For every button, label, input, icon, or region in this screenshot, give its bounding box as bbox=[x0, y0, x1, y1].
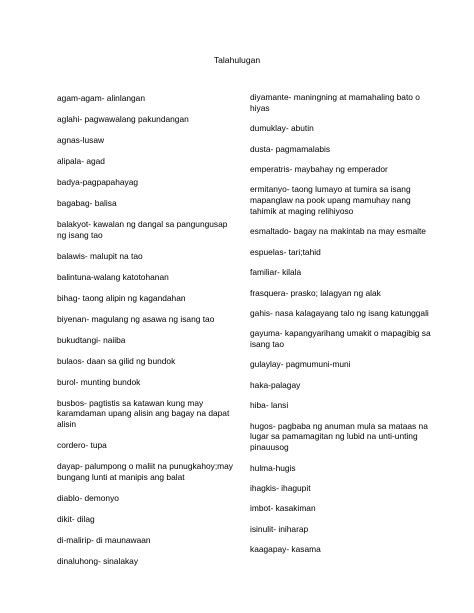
glossary-entry: diyamante- maningning at mamahaling bato o hiyas bbox=[250, 92, 420, 113]
glossary-entry: diablo- demonyo bbox=[57, 492, 119, 503]
glossary-entry: hulma-hugis bbox=[250, 462, 296, 473]
glossary-entry: dikit- dilag bbox=[57, 513, 95, 524]
glossary-entry: espuelas- tari;tahid bbox=[250, 246, 321, 257]
glossary-entry: gulaylay- pagmumuni-muni bbox=[250, 359, 351, 370]
glossary-right-column bbox=[250, 92, 435, 565]
glossary-entry: bulaos- daan sa gilid ng bundok bbox=[57, 355, 176, 366]
glossary-entry: frasquera- prasko; lalagyan ng alak bbox=[250, 287, 381, 298]
glossary-entry: dayap- palumpong o maliit na punugkahoy;may bungang lunti at manipis ang balat bbox=[57, 461, 233, 482]
glossary-entry: ermitanyo- taong lumayo at tumira sa isang mapanglaw na pook upang mamuhay nang tahimik at maging relihiyoso bbox=[250, 184, 411, 216]
glossary-entry: busbos- pagtistis sa katawan kung may karamdaman upang alisin ang bagay na dapat alisin bbox=[57, 397, 230, 430]
glossary-entry: burol- munting bundok bbox=[57, 376, 141, 387]
glossary-entry: esmaltado- bagay na makintab na may esmalte bbox=[250, 226, 426, 237]
glossary-entry: aglahi- pagwawalang pakundangan bbox=[57, 113, 189, 124]
glossary-entry: ihagkis- ihagupit bbox=[250, 483, 311, 494]
glossary-left-column bbox=[57, 93, 237, 577]
glossary-entry: dinaluhong- sinalakay bbox=[57, 555, 139, 566]
glossary-entry: biyenan- magulang ng asawa ng isang tao bbox=[57, 313, 215, 324]
glossary-entry: gahis- nasa kalagayang talo ng isang katunggali bbox=[250, 307, 429, 318]
glossary-entry: hiba- lansi bbox=[250, 400, 289, 411]
glossary-entry: dusta- pagmamalabis bbox=[250, 143, 331, 154]
glossary-entry: balawis- malupit na tao bbox=[57, 250, 143, 261]
glossary-entry: bihag- taong alipin ng kagandahan bbox=[57, 292, 186, 303]
document-title: Talahulugan bbox=[213, 55, 261, 65]
glossary-entry: kaagapay- kasama bbox=[250, 544, 321, 555]
glossary-entry: isinulit- iniharap bbox=[250, 523, 309, 534]
glossary-entry: cordero- tupa bbox=[57, 440, 107, 451]
glossary-entry: dumuklay- abutin bbox=[250, 123, 314, 134]
glossary-entry: agnas-lusaw bbox=[57, 134, 105, 145]
glossary-entry: balakyot- kawalan ng dangal sa pangungusap ng isang tao bbox=[57, 218, 228, 240]
glossary-entry: emperatris- maybahay ng emperador bbox=[250, 163, 388, 174]
glossary-entry: bukudtangi- naiiba bbox=[57, 334, 126, 345]
glossary-entry: balintuna-walang katotohanan bbox=[57, 271, 169, 282]
glossary-entry: di-malirip- di maunawaan bbox=[57, 534, 151, 545]
glossary-entry: alipala- agad bbox=[57, 155, 105, 166]
glossary-entry: badya-pagpapahayag bbox=[57, 176, 139, 187]
glossary-entry: agam-agam- alinlangan bbox=[57, 93, 145, 103]
glossary-entry: haka-palagay bbox=[250, 379, 301, 390]
glossary-entry: gayuma- kapangyarihang umakit o mapagibig sa isang tao bbox=[250, 328, 431, 350]
glossary-entry: hugos- pagbaba ng anuman mula sa mataas na lugar sa pamamagitan ng lubid na unti-unting pinauusog bbox=[250, 420, 428, 453]
glossary-entry: familiar- kilala bbox=[250, 267, 302, 278]
glossary-entry: bagabag- balisa bbox=[57, 197, 117, 208]
glossary-entry: imbot- kasakiman bbox=[250, 503, 316, 514]
